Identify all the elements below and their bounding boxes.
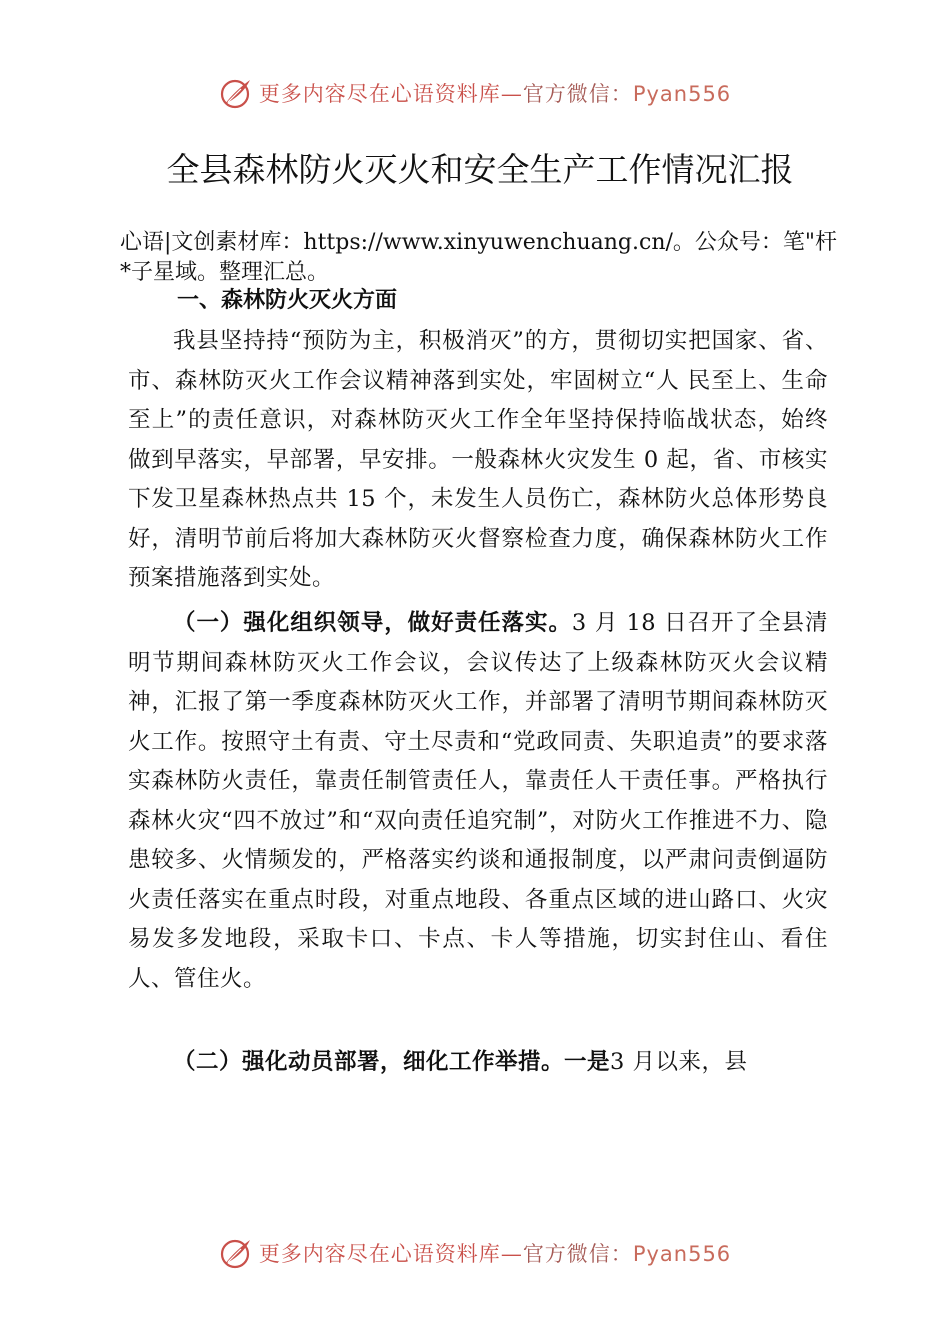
paragraph-3-body: 3 月以来，县 (610, 1049, 748, 1075)
quill-logo-icon (219, 1236, 253, 1270)
quill-logo-icon (219, 76, 253, 110)
paragraph-2-body: 3 月 18 日召开了全县清明节期间森林防灭火工作会议，会议传达了上级森林防灭火会议精神，汇报了第一季度森林防灭火工作，并部署了清明节期间森林防灭火工作。按照守土有责、守土尽责和“党政同责、失职追责”的要求落实森林防火责任，靠责任制管责任人，靠责任人干责任事。严格执行森林火灾“四不放过”和“双向责任追究制”，对防火工作推进不力、隐患较多、火情频发的，严格落实约谈和通报制度，以严肃问责倒逼防火责任落实在重点时段，对重点地段、各重点区域的进山路口、火灾易发多发地段，采取卡口、卡点、卡人等措施，切实封住山、看住人、管住火。 (128, 610, 828, 992)
document-title: 全县森林防火灭火和安全生产工作情况汇报 (166, 150, 794, 189)
paragraph-3-lead: （二）强化动员部署，细化工作举措。一是 (173, 1049, 611, 1075)
watermark-text: 更多内容尽在心语资料库—官方微信：Pyan556 (258, 1242, 732, 1266)
source-line: 心语|文创素材库：https://www.xinyuwenchuang.cn/。公众号：笔"杆*子星域。整理汇总。 (120, 230, 838, 285)
watermark-banner-bottom (0, 1230, 950, 1276)
watermark-banner-top (0, 70, 950, 116)
section-heading: 一、森林防火灭火方面 (177, 288, 398, 313)
paragraph-1: 我县坚持持“预防为主，积极消灭”的方，贯彻切实把国家、省、市、森林防灭火工作会议精神落到实处，牢固树立“人 民至上、生命至上”的责任意识，对森林防灭火工作全年坚持保持临战状态，始终做到早落实，早部署，早安排。一般森林火灾发生 0 起，省、市核实下发卫星森林热点共 15 个，未发生人员伤亡，森林防火总体形势良好，清明节前后将加大森林防灭火督察检查力度，确保森林防火工作预案措施落到实处。 (128, 328, 828, 591)
paragraph-2 (128, 604, 828, 999)
watermark-text: 更多内容尽在心语资料库—官方微信：Pyan556 (258, 82, 732, 106)
paragraph-3 (128, 1043, 828, 1083)
paragraph-2-lead: （一）强化组织领导，做好责任落实。 (173, 610, 572, 636)
